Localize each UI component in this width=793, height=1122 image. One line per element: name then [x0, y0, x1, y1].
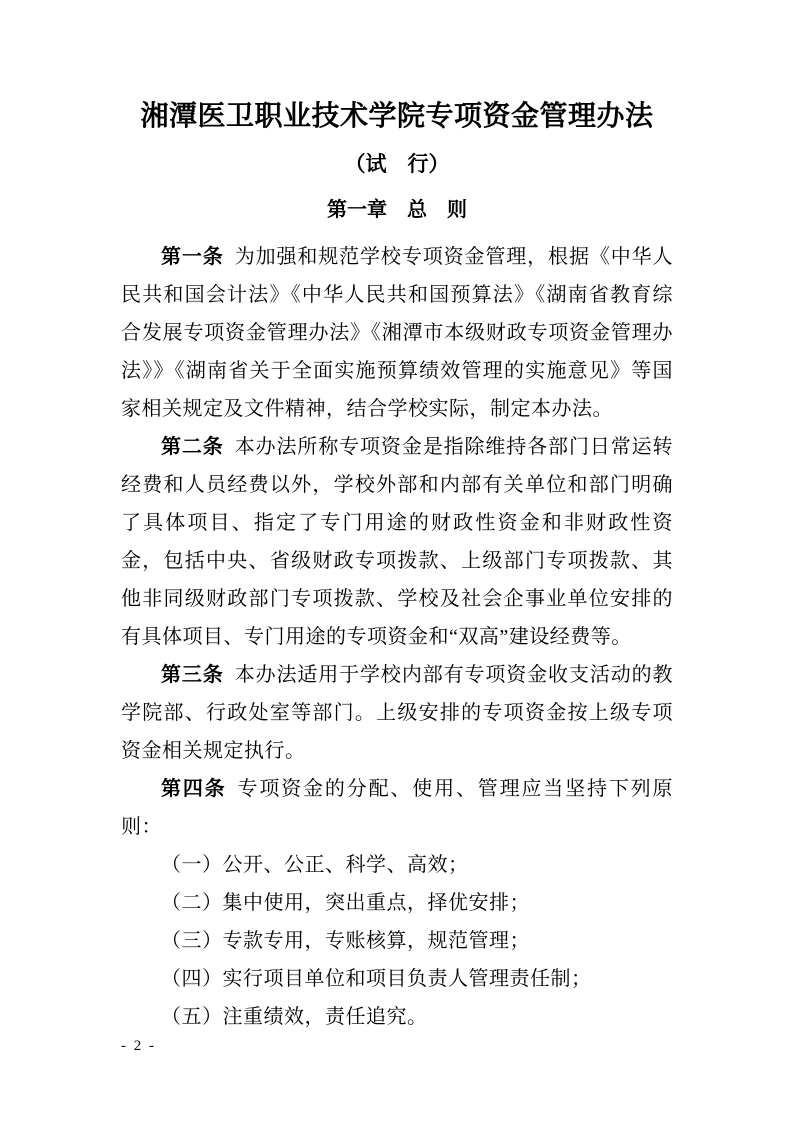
article-text: 本办法所称专项资金是指除维持各部门日常运转经费和人员经费以外，学校外部和内部有关单位和部门明确了具体项目、指定了专门用途的财政性资金和非财政性资金，包括中央、省级财政专项拨款、上级部门专项拨款、其他非同级财政部门专项拨款、学校及社会企事业单位安排的有具体项目、专门用途的专项资金和“双高”建设经费等。 [121, 436, 674, 648]
article-number: 第四条 [161, 778, 227, 800]
article-number: 第二条 [161, 436, 224, 458]
paragraph-article-2 [121, 428, 673, 656]
document-subtitle: （试 行） [344, 152, 450, 176]
chapter-heading: 第一章 总 则 [327, 199, 467, 221]
article-text: 专项资金的分配、使用、管理应当坚持下列原则： [121, 778, 674, 838]
article-text: 本办法适用于学校内部有专项资金收支活动的教学院部、行政处室等部门。上级安排的专项资金按上级专项资金相关规定执行。 [121, 664, 674, 762]
paragraph-article-1 [121, 238, 673, 428]
paragraph-article-4 [121, 770, 673, 846]
list-item-2: （二）集中使用，突出重点，择优安排； [161, 892, 530, 914]
list-item-4: （四）实行项目单位和项目负责人管理责任制； [161, 968, 592, 990]
document-content [121, 100, 673, 1036]
list-item-3: （三）专款专用，专账核算，规范管理； [161, 930, 530, 952]
paragraph-article-3 [121, 656, 673, 770]
document-title: 湘潭医卫职业技术学院专项资金管理办法 [140, 101, 654, 132]
article-number: 第一条 [161, 246, 224, 268]
list-item-1: （一）公开、公正、科学、高效； [161, 854, 469, 876]
article-number: 第三条 [161, 664, 224, 686]
list-item-5: （五）注重绩效，责任追究。 [161, 1006, 428, 1028]
article-text: 为加强和规范学校专项资金管理，根据《中华人民共和国会计法》《中华人民共和国预算法》《湖南省教育综合发展专项资金管理办法》《湘潭市本级财政专项资金管理办法》》《湖南省关于全面实施预算绩效管理的实施意见》等国家相关规定及文件精神，结合学校实际，制定本办法。 [121, 246, 674, 420]
page-number: - 2 - [121, 1038, 156, 1054]
